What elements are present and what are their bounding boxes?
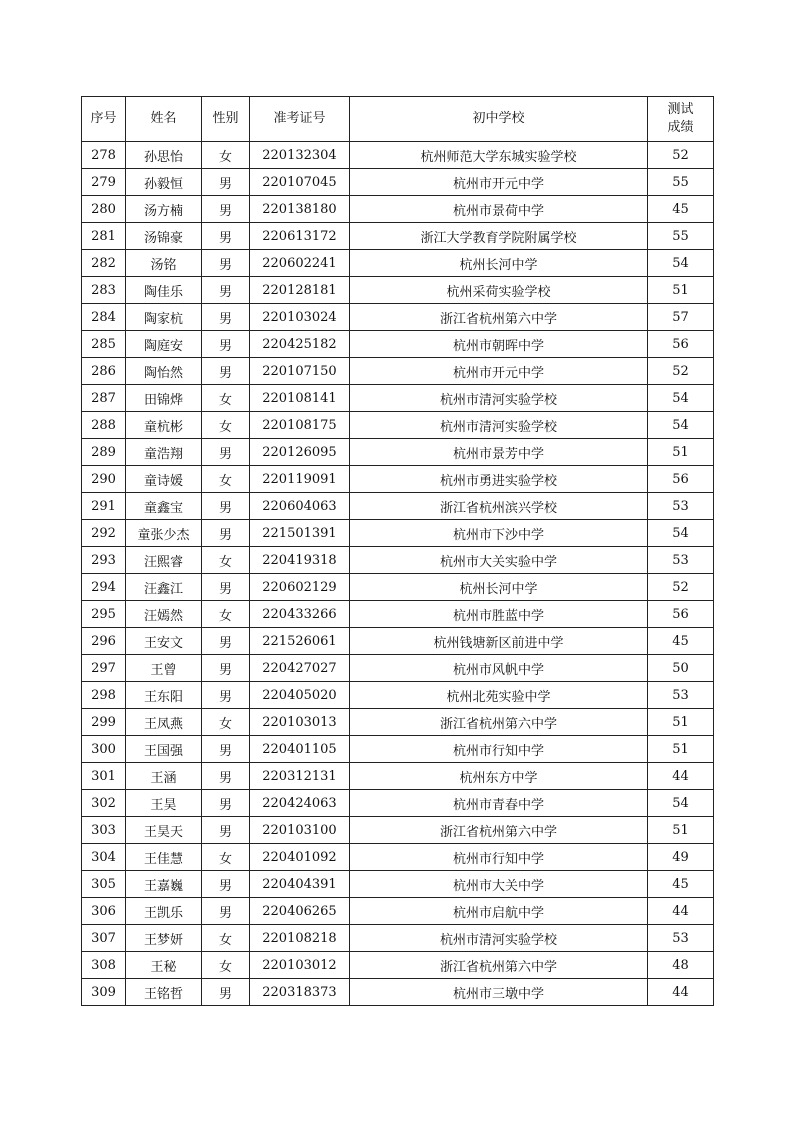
- cell-index: 296: [82, 628, 126, 655]
- cell-gender: 男: [202, 979, 250, 1006]
- cell-exam-number: 220613172: [250, 223, 350, 250]
- cell-score: 51: [648, 439, 714, 466]
- cell-index: 303: [82, 817, 126, 844]
- cell-score: 51: [648, 736, 714, 763]
- cell-score: 51: [648, 277, 714, 304]
- cell-exam-number: 220405020: [250, 682, 350, 709]
- cell-index: 278: [82, 142, 126, 169]
- cell-exam-number: 220103024: [250, 304, 350, 331]
- cell-score: 45: [648, 628, 714, 655]
- cell-exam-number: 220424063: [250, 790, 350, 817]
- cell-index: 286: [82, 358, 126, 385]
- cell-exam-number: 220126095: [250, 439, 350, 466]
- table-row: [82, 439, 714, 466]
- cell-gender: 男: [202, 250, 250, 277]
- cell-gender: 男: [202, 196, 250, 223]
- cell-exam-number: 220312131: [250, 763, 350, 790]
- table-row: [82, 493, 714, 520]
- cell-score: 57: [648, 304, 714, 331]
- table-row: [82, 736, 714, 763]
- cell-score: 51: [648, 817, 714, 844]
- cell-score: 45: [648, 871, 714, 898]
- cell-school: 杭州市开元中学: [350, 169, 648, 196]
- table-row: [82, 385, 714, 412]
- cell-index: 309: [82, 979, 126, 1006]
- table-row: [82, 412, 714, 439]
- cell-school: 浙江省杭州滨兴学校: [350, 493, 648, 520]
- cell-name: 孙毅恒: [126, 169, 202, 196]
- table-row: [82, 520, 714, 547]
- cell-gender: 男: [202, 169, 250, 196]
- cell-name: 王昊: [126, 790, 202, 817]
- cell-name: 王涵: [126, 763, 202, 790]
- cell-score: 50: [648, 655, 714, 682]
- cell-score: 54: [648, 520, 714, 547]
- cell-gender: 男: [202, 520, 250, 547]
- table-row: [82, 844, 714, 871]
- cell-exam-number: 220401092: [250, 844, 350, 871]
- cell-exam-number: 220427027: [250, 655, 350, 682]
- cell-school: 杭州市启航中学: [350, 898, 648, 925]
- cell-exam-number: 220433266: [250, 601, 350, 628]
- cell-name: 汪熙睿: [126, 547, 202, 574]
- cell-score: 53: [648, 925, 714, 952]
- cell-exam-number: 221501391: [250, 520, 350, 547]
- cell-school: 杭州市三墩中学: [350, 979, 648, 1006]
- table-row: [82, 952, 714, 979]
- cell-score: 56: [648, 466, 714, 493]
- table-row: [82, 547, 714, 574]
- cell-index: 282: [82, 250, 126, 277]
- cell-name: 汤方楠: [126, 196, 202, 223]
- cell-score: 55: [648, 169, 714, 196]
- table-row: [82, 466, 714, 493]
- cell-gender: 男: [202, 736, 250, 763]
- cell-gender: 男: [202, 628, 250, 655]
- cell-gender: 女: [202, 547, 250, 574]
- cell-school: 杭州市青春中学: [350, 790, 648, 817]
- cell-score: 51: [648, 709, 714, 736]
- cell-name: 王凤燕: [126, 709, 202, 736]
- cell-name: 王秘: [126, 952, 202, 979]
- table-row: [82, 277, 714, 304]
- score-table: [81, 96, 714, 1006]
- cell-score: 54: [648, 790, 714, 817]
- cell-school: 浙江省杭州第六中学: [350, 817, 648, 844]
- cell-index: 280: [82, 196, 126, 223]
- header-score: 测试成绩: [648, 97, 714, 142]
- cell-exam-number: 220401105: [250, 736, 350, 763]
- table-row: [82, 628, 714, 655]
- cell-exam-number: 220128181: [250, 277, 350, 304]
- cell-gender: 男: [202, 655, 250, 682]
- cell-school: 杭州市胜蓝中学: [350, 601, 648, 628]
- cell-gender: 女: [202, 412, 250, 439]
- cell-exam-number: 220107150: [250, 358, 350, 385]
- cell-name: 王昊天: [126, 817, 202, 844]
- cell-gender: 男: [202, 898, 250, 925]
- cell-score: 55: [648, 223, 714, 250]
- cell-name: 陶家杭: [126, 304, 202, 331]
- cell-name: 王东阳: [126, 682, 202, 709]
- cell-name: 童张少杰: [126, 520, 202, 547]
- cell-score: 56: [648, 601, 714, 628]
- cell-gender: 男: [202, 223, 250, 250]
- cell-gender: 男: [202, 304, 250, 331]
- cell-index: 306: [82, 898, 126, 925]
- cell-name: 汪鑫江: [126, 574, 202, 601]
- table-row: [82, 763, 714, 790]
- cell-score: 54: [648, 250, 714, 277]
- table-row: [82, 223, 714, 250]
- cell-name: 王安文: [126, 628, 202, 655]
- cell-exam-number: 220404391: [250, 871, 350, 898]
- cell-index: 287: [82, 385, 126, 412]
- cell-gender: 男: [202, 277, 250, 304]
- cell-name: 王国强: [126, 736, 202, 763]
- cell-exam-number: 220108175: [250, 412, 350, 439]
- cell-school: 浙江大学教育学院附属学校: [350, 223, 648, 250]
- cell-school: 杭州市行知中学: [350, 736, 648, 763]
- cell-index: 281: [82, 223, 126, 250]
- cell-gender: 男: [202, 817, 250, 844]
- cell-index: 292: [82, 520, 126, 547]
- cell-gender: 女: [202, 385, 250, 412]
- cell-exam-number: 220604063: [250, 493, 350, 520]
- cell-gender: 男: [202, 682, 250, 709]
- table-row: [82, 142, 714, 169]
- cell-name: 陶怡然: [126, 358, 202, 385]
- cell-school: 杭州市下沙中学: [350, 520, 648, 547]
- cell-index: 285: [82, 331, 126, 358]
- table-row: [82, 574, 714, 601]
- table-row: [82, 169, 714, 196]
- cell-name: 童诗媛: [126, 466, 202, 493]
- cell-gender: 男: [202, 790, 250, 817]
- cell-school: 杭州市朝晖中学: [350, 331, 648, 358]
- cell-name: 王凯乐: [126, 898, 202, 925]
- cell-gender: 男: [202, 358, 250, 385]
- cell-score: 53: [648, 493, 714, 520]
- header-exam-number: 准考证号: [250, 97, 350, 142]
- cell-index: 301: [82, 763, 126, 790]
- cell-index: 288: [82, 412, 126, 439]
- cell-score: 53: [648, 682, 714, 709]
- cell-exam-number: 220419318: [250, 547, 350, 574]
- cell-index: 283: [82, 277, 126, 304]
- cell-school: 杭州市开元中学: [350, 358, 648, 385]
- cell-name: 王嘉巍: [126, 871, 202, 898]
- cell-school: 杭州市清河实验学校: [350, 412, 648, 439]
- table-row: [82, 196, 714, 223]
- cell-index: 299: [82, 709, 126, 736]
- cell-exam-number: 220318373: [250, 979, 350, 1006]
- cell-index: 308: [82, 952, 126, 979]
- cell-exam-number: 220602129: [250, 574, 350, 601]
- cell-school: 杭州采荷实验学校: [350, 277, 648, 304]
- cell-school: 杭州市风帆中学: [350, 655, 648, 682]
- cell-index: 300: [82, 736, 126, 763]
- table-row: [82, 817, 714, 844]
- cell-gender: 女: [202, 142, 250, 169]
- cell-name: 田锦烨: [126, 385, 202, 412]
- cell-exam-number: 220119091: [250, 466, 350, 493]
- cell-name: 王曾: [126, 655, 202, 682]
- table-row: [82, 601, 714, 628]
- cell-score: 54: [648, 412, 714, 439]
- cell-name: 童浩翔: [126, 439, 202, 466]
- cell-index: 304: [82, 844, 126, 871]
- cell-index: 297: [82, 655, 126, 682]
- table-row: [82, 250, 714, 277]
- cell-school: 杭州东方中学: [350, 763, 648, 790]
- cell-score: 44: [648, 898, 714, 925]
- cell-name: 汤铭: [126, 250, 202, 277]
- cell-exam-number: 220602241: [250, 250, 350, 277]
- cell-exam-number: 220138180: [250, 196, 350, 223]
- table-row: [82, 790, 714, 817]
- cell-gender: 女: [202, 952, 250, 979]
- cell-school: 杭州市大关实验中学: [350, 547, 648, 574]
- cell-school: 杭州市行知中学: [350, 844, 648, 871]
- cell-index: 279: [82, 169, 126, 196]
- cell-gender: 男: [202, 574, 250, 601]
- cell-index: 294: [82, 574, 126, 601]
- table-row: [82, 898, 714, 925]
- cell-gender: 男: [202, 439, 250, 466]
- cell-name: 王梦妍: [126, 925, 202, 952]
- table-row: [82, 709, 714, 736]
- cell-name: 汪嫣然: [126, 601, 202, 628]
- table-row: [82, 682, 714, 709]
- cell-name: 童鑫宝: [126, 493, 202, 520]
- table-row: [82, 331, 714, 358]
- table-row: [82, 655, 714, 682]
- table-row: [82, 871, 714, 898]
- cell-school: 杭州市清河实验学校: [350, 925, 648, 952]
- cell-score: 52: [648, 358, 714, 385]
- cell-score: 52: [648, 574, 714, 601]
- cell-exam-number: 220108141: [250, 385, 350, 412]
- cell-name: 孙思怡: [126, 142, 202, 169]
- cell-score: 44: [648, 763, 714, 790]
- cell-school: 杭州长河中学: [350, 250, 648, 277]
- cell-name: 汤锦豪: [126, 223, 202, 250]
- cell-gender: 男: [202, 493, 250, 520]
- cell-name: 陶佳乐: [126, 277, 202, 304]
- cell-school: 杭州市清河实验学校: [350, 385, 648, 412]
- cell-name: 王铭哲: [126, 979, 202, 1006]
- cell-score: 56: [648, 331, 714, 358]
- cell-exam-number: 220406265: [250, 898, 350, 925]
- header-school: 初中学校: [350, 97, 648, 142]
- cell-score: 53: [648, 547, 714, 574]
- table-row: [82, 304, 714, 331]
- cell-exam-number: 220107045: [250, 169, 350, 196]
- cell-school: 杭州市勇进实验学校: [350, 466, 648, 493]
- cell-index: 305: [82, 871, 126, 898]
- cell-gender: 男: [202, 331, 250, 358]
- cell-gender: 女: [202, 601, 250, 628]
- cell-gender: 男: [202, 763, 250, 790]
- cell-index: 284: [82, 304, 126, 331]
- cell-gender: 女: [202, 709, 250, 736]
- cell-index: 298: [82, 682, 126, 709]
- table-row: [82, 925, 714, 952]
- cell-gender: 女: [202, 466, 250, 493]
- cell-exam-number: 220108218: [250, 925, 350, 952]
- cell-score: 48: [648, 952, 714, 979]
- cell-school: 浙江省杭州第六中学: [350, 952, 648, 979]
- cell-index: 302: [82, 790, 126, 817]
- cell-score: 49: [648, 844, 714, 871]
- cell-school: 杭州市景芳中学: [350, 439, 648, 466]
- cell-school: 杭州师范大学东城实验学校: [350, 142, 648, 169]
- cell-exam-number: 220103013: [250, 709, 350, 736]
- cell-score: 52: [648, 142, 714, 169]
- cell-gender: 男: [202, 871, 250, 898]
- cell-school: 杭州市景荷中学: [350, 196, 648, 223]
- cell-score: 45: [648, 196, 714, 223]
- cell-name: 王佳慧: [126, 844, 202, 871]
- cell-exam-number: 220103100: [250, 817, 350, 844]
- cell-school: 杭州市大关中学: [350, 871, 648, 898]
- cell-index: 290: [82, 466, 126, 493]
- table-header-row: [82, 97, 714, 142]
- cell-school: 浙江省杭州第六中学: [350, 304, 648, 331]
- cell-index: 295: [82, 601, 126, 628]
- cell-exam-number: 220132304: [250, 142, 350, 169]
- cell-index: 291: [82, 493, 126, 520]
- cell-school: 杭州长河中学: [350, 574, 648, 601]
- cell-school: 杭州北苑实验中学: [350, 682, 648, 709]
- cell-score: 54: [648, 385, 714, 412]
- cell-gender: 女: [202, 844, 250, 871]
- cell-name: 童杭彬: [126, 412, 202, 439]
- table-row: [82, 358, 714, 385]
- header-name: 姓名: [126, 97, 202, 142]
- cell-index: 289: [82, 439, 126, 466]
- header-gender: 性别: [202, 97, 250, 142]
- cell-exam-number: 220103012: [250, 952, 350, 979]
- cell-index: 293: [82, 547, 126, 574]
- cell-score: 44: [648, 979, 714, 1006]
- cell-school: 浙江省杭州第六中学: [350, 709, 648, 736]
- cell-gender: 女: [202, 925, 250, 952]
- cell-school: 杭州钱塘新区前进中学: [350, 628, 648, 655]
- cell-exam-number: 220425182: [250, 331, 350, 358]
- table-row: [82, 979, 714, 1006]
- header-index: 序号: [82, 97, 126, 142]
- cell-exam-number: 221526061: [250, 628, 350, 655]
- cell-index: 307: [82, 925, 126, 952]
- cell-name: 陶庭安: [126, 331, 202, 358]
